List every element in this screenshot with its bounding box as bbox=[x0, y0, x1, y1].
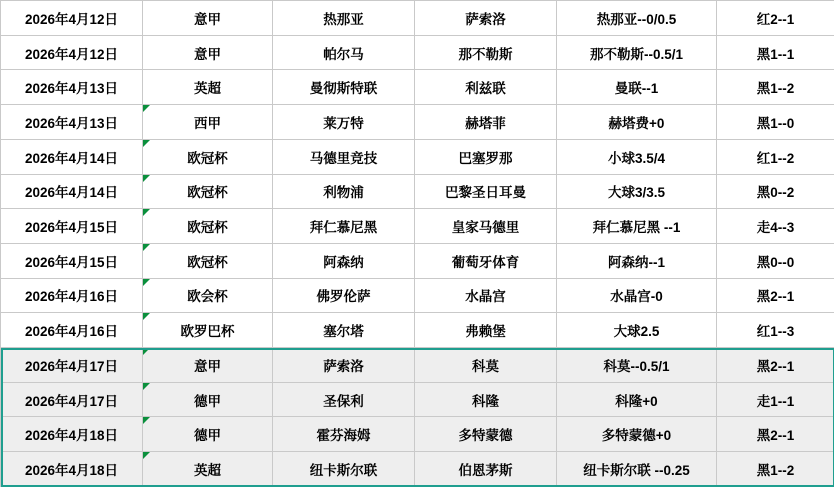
cell-home-team[interactable]: 拜仁慕尼黑 bbox=[273, 209, 415, 244]
table-row[interactable] bbox=[1, 243, 834, 278]
cell-result[interactable]: 黑1--1 bbox=[717, 35, 834, 70]
cell-away-team[interactable]: 巴塞罗那 bbox=[415, 139, 557, 174]
cell-date[interactable]: 2026年4月12日 bbox=[1, 35, 143, 70]
cell-result[interactable]: 黑0--2 bbox=[717, 174, 834, 209]
cell-league[interactable]: 英超 bbox=[143, 452, 273, 487]
cell-tip[interactable]: 热那亚--0/0.5 bbox=[557, 1, 717, 36]
cell-date[interactable]: 2026年4月14日 bbox=[1, 139, 143, 174]
cell-date[interactable]: 2026年4月17日 bbox=[1, 382, 143, 417]
cell-away-team[interactable]: 科隆 bbox=[415, 382, 557, 417]
cell-home-team[interactable]: 圣保利 bbox=[273, 382, 415, 417]
cell-league[interactable]: 意甲 bbox=[143, 1, 273, 36]
cell-league[interactable]: 意甲 bbox=[143, 35, 273, 70]
table-row[interactable] bbox=[1, 209, 834, 244]
cell-date[interactable]: 2026年4月17日 bbox=[1, 348, 143, 383]
table-row[interactable] bbox=[1, 70, 834, 105]
cell-result[interactable]: 黑1--0 bbox=[717, 105, 834, 140]
cell-date[interactable]: 2026年4月12日 bbox=[1, 1, 143, 36]
table-row[interactable] bbox=[1, 452, 834, 487]
cell-league[interactable]: 德甲 bbox=[143, 417, 273, 452]
cell-league[interactable]: 西甲 bbox=[143, 105, 273, 140]
cell-tip[interactable]: 科莫--0.5/1 bbox=[557, 348, 717, 383]
cell-tip[interactable]: 赫塔费+0 bbox=[557, 105, 717, 140]
cell-league[interactable]: 欧冠杯 bbox=[143, 209, 273, 244]
cell-result[interactable]: 黑0--0 bbox=[717, 243, 834, 278]
cell-date[interactable]: 2026年4月16日 bbox=[1, 278, 143, 313]
cell-date[interactable]: 2026年4月18日 bbox=[1, 452, 143, 487]
cell-result[interactable]: 走1--1 bbox=[717, 382, 834, 417]
cell-tip[interactable]: 大球2.5 bbox=[557, 313, 717, 348]
cell-league[interactable]: 德甲 bbox=[143, 382, 273, 417]
cell-away-team[interactable]: 利兹联 bbox=[415, 70, 557, 105]
table-row[interactable] bbox=[1, 417, 834, 452]
cell-tip[interactable]: 大球3/3.5 bbox=[557, 174, 717, 209]
cell-tip[interactable]: 科隆+0 bbox=[557, 382, 717, 417]
cell-result[interactable]: 黑2--1 bbox=[717, 278, 834, 313]
table-row[interactable] bbox=[1, 174, 834, 209]
cell-home-team[interactable]: 莱万特 bbox=[273, 105, 415, 140]
cell-league[interactable]: 欧冠杯 bbox=[143, 243, 273, 278]
table-row[interactable] bbox=[1, 278, 834, 313]
cell-away-team[interactable]: 巴黎圣日耳曼 bbox=[415, 174, 557, 209]
cell-league[interactable]: 英超 bbox=[143, 70, 273, 105]
table-row[interactable] bbox=[1, 348, 834, 383]
cell-home-team[interactable]: 利物浦 bbox=[273, 174, 415, 209]
cell-league[interactable]: 意甲 bbox=[143, 348, 273, 383]
cell-away-team[interactable]: 弗赖堡 bbox=[415, 313, 557, 348]
cell-league[interactable]: 欧会杯 bbox=[143, 278, 273, 313]
cell-date[interactable]: 2026年4月13日 bbox=[1, 70, 143, 105]
cell-home-team[interactable]: 塞尔塔 bbox=[273, 313, 415, 348]
cell-result[interactable]: 红1--2 bbox=[717, 139, 834, 174]
cell-tip[interactable]: 多特蒙德+0 bbox=[557, 417, 717, 452]
cell-away-team[interactable]: 多特蒙德 bbox=[415, 417, 557, 452]
cell-league[interactable]: 欧冠杯 bbox=[143, 139, 273, 174]
cell-result[interactable]: 黑2--1 bbox=[717, 417, 834, 452]
cell-result[interactable]: 黑2--1 bbox=[717, 348, 834, 383]
cell-result[interactable]: 黑1--2 bbox=[717, 70, 834, 105]
cell-away-team[interactable]: 萨索洛 bbox=[415, 1, 557, 36]
cell-tip[interactable]: 水晶宫-0 bbox=[557, 278, 717, 313]
table-row[interactable] bbox=[1, 35, 834, 70]
cell-date[interactable]: 2026年4月14日 bbox=[1, 174, 143, 209]
cell-home-team[interactable]: 帕尔马 bbox=[273, 35, 415, 70]
cell-league[interactable]: 欧罗巴杯 bbox=[143, 313, 273, 348]
cell-tip[interactable]: 曼联--1 bbox=[557, 70, 717, 105]
cell-home-team[interactable]: 霍芬海姆 bbox=[273, 417, 415, 452]
table-row[interactable] bbox=[1, 105, 834, 140]
cell-date[interactable]: 2026年4月13日 bbox=[1, 105, 143, 140]
cell-home-team[interactable]: 阿森纳 bbox=[273, 243, 415, 278]
cell-result[interactable]: 红2--1 bbox=[717, 1, 834, 36]
cell-away-team[interactable]: 赫塔菲 bbox=[415, 105, 557, 140]
cell-away-team[interactable]: 皇家马德里 bbox=[415, 209, 557, 244]
cell-home-team[interactable]: 热那亚 bbox=[273, 1, 415, 36]
cell-date[interactable]: 2026年4月15日 bbox=[1, 243, 143, 278]
cell-date[interactable]: 2026年4月15日 bbox=[1, 209, 143, 244]
cell-away-team[interactable]: 那不勒斯 bbox=[415, 35, 557, 70]
cell-home-team[interactable]: 曼彻斯特联 bbox=[273, 70, 415, 105]
cell-tip[interactable]: 那不勒斯--0.5/1 bbox=[557, 35, 717, 70]
cell-result[interactable]: 黑1--2 bbox=[717, 452, 834, 487]
cell-tip[interactable]: 拜仁慕尼黑 --1 bbox=[557, 209, 717, 244]
cell-date[interactable]: 2026年4月16日 bbox=[1, 313, 143, 348]
cell-away-team[interactable]: 葡萄牙体育 bbox=[415, 243, 557, 278]
cell-home-team[interactable]: 萨索洛 bbox=[273, 348, 415, 383]
cell-result[interactable]: 走4--3 bbox=[717, 209, 834, 244]
table-body bbox=[1, 1, 834, 487]
table-row[interactable] bbox=[1, 313, 834, 348]
cell-tip[interactable]: 小球3.5/4 bbox=[557, 139, 717, 174]
cell-home-team[interactable]: 纽卡斯尔联 bbox=[273, 452, 415, 487]
cell-tip[interactable]: 纽卡斯尔联 --0.25 bbox=[557, 452, 717, 487]
cell-date[interactable]: 2026年4月18日 bbox=[1, 417, 143, 452]
cell-away-team[interactable]: 水晶宫 bbox=[415, 278, 557, 313]
cell-home-team[interactable]: 马德里竞技 bbox=[273, 139, 415, 174]
cell-league[interactable]: 欧冠杯 bbox=[143, 174, 273, 209]
cell-away-team[interactable]: 科莫 bbox=[415, 348, 557, 383]
cell-result[interactable]: 红1--3 bbox=[717, 313, 834, 348]
table-row[interactable] bbox=[1, 1, 834, 36]
cell-home-team[interactable]: 佛罗伦萨 bbox=[273, 278, 415, 313]
table-row[interactable] bbox=[1, 382, 834, 417]
cell-tip[interactable]: 阿森纳--1 bbox=[557, 243, 717, 278]
cell-away-team[interactable]: 伯恩茅斯 bbox=[415, 452, 557, 487]
table-row[interactable] bbox=[1, 139, 834, 174]
